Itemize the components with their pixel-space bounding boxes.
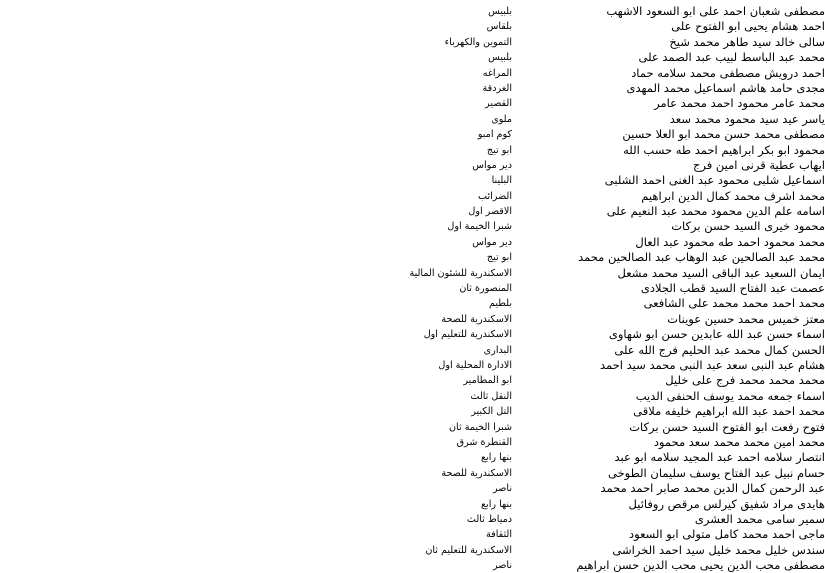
record-row — [100, 481, 825, 496]
workplace: الاسكندرية للصحة — [441, 313, 512, 325]
record-row — [100, 543, 825, 558]
workplace: التل الكبير — [471, 406, 512, 418]
employee-name: هايدى مراد شفيق كيرلس مرقص روفائيل — [628, 496, 825, 511]
employee-name: فتوح رفعت ابو الفتوح السيد حسن بركات — [629, 419, 825, 434]
record-row — [100, 327, 825, 342]
employee-name: محمد امين محمد محمد سعد محمود — [653, 434, 825, 449]
record-row — [100, 96, 825, 111]
workplace: كوم امبو — [477, 129, 512, 141]
record-row — [100, 219, 825, 234]
employee-name: محمد عبد الباسط لبيب عبد الصمد على — [638, 50, 825, 65]
workplace: التموين والكهرباء — [444, 36, 512, 48]
workplace: بنها رابع — [480, 498, 512, 510]
employee-name: اسامه علم الدين محمود محمد عبد النعيم على — [606, 204, 825, 219]
employee-name: محمد محمد محمد فرج على خليل — [665, 373, 825, 388]
record-row — [100, 296, 825, 311]
workplace: الاقصر اول — [468, 206, 512, 218]
workplace: ابو المطامير — [463, 375, 512, 387]
record-row — [100, 189, 825, 204]
workplace: الاسكندرية للتعليم اول — [423, 329, 512, 341]
workplace: بلقاس — [486, 21, 512, 33]
record-row — [100, 81, 825, 96]
record-row — [100, 358, 825, 373]
workplace: البدارى — [483, 344, 512, 356]
workplace: الثقافة — [486, 529, 512, 541]
employee-name: الحسن كمال محمد عبد الحليم فرج الله على — [614, 342, 825, 357]
employee-name: احمد درويش مصطفى محمد سلامه حماد — [631, 65, 825, 80]
employee-name: مجدى حامد هاشم اسماعيل محمد المهدى — [626, 80, 825, 95]
workplace: دير مواس — [472, 236, 512, 248]
employee-name: حسام نبيل عبد الفتاح يوسف سليمان الطوخى — [607, 465, 825, 480]
employee-name: محمد عامر محمود احمد محمد عامر — [654, 96, 825, 111]
record-row — [100, 143, 825, 158]
employee-name: معتز خميس محمد حسين عوينات — [667, 311, 825, 326]
employee-name: محمد احمد عبد الله ابراهيم خليفه ملاقى — [633, 404, 825, 419]
record-row — [100, 558, 825, 573]
record-row — [100, 50, 825, 65]
record-row — [100, 66, 825, 81]
record-row — [100, 19, 825, 34]
record-row — [100, 127, 825, 142]
employee-name: هشام عبد النبى سعد عبد النبى محمد سيد احمد — [600, 357, 825, 372]
employee-name: سالى خالد سيد طاهر محمد شيخ — [669, 34, 825, 49]
record-row — [100, 435, 825, 450]
record-row — [100, 343, 825, 358]
record-row — [100, 204, 825, 219]
record-row — [100, 420, 825, 435]
employee-name: ماجى احمد محمد كامل متولى ابو السعود — [629, 527, 825, 542]
record-row — [100, 35, 825, 50]
workplace: دير مواس — [472, 159, 512, 171]
document-page — [100, 0, 825, 573]
record-row — [100, 158, 825, 173]
workplace: الادارة المحلية اول — [438, 359, 512, 371]
workplace: البلينا — [491, 175, 512, 187]
record-row — [100, 466, 825, 481]
employee-name: محمود خيرى السيد حسن بركات — [671, 219, 825, 234]
record-row — [100, 235, 825, 250]
workplace: النقل ثالث — [470, 390, 512, 402]
workplace: ملوى — [491, 113, 512, 125]
workplace: بنها رابع — [480, 452, 512, 464]
workplace: القصير — [485, 98, 512, 110]
record-row — [100, 512, 825, 527]
record-row — [100, 281, 825, 296]
employee-name: محمد عبد الصالحين عبد الوهاب عبد الصالحين محمد — [578, 250, 825, 265]
employee-name: احمد هشام يحيى ابو الفتوح على — [671, 19, 825, 34]
record-row — [100, 527, 825, 542]
workplace: ناصر — [492, 560, 512, 572]
workplace: الضرائب — [478, 190, 512, 202]
workplace: بلبيس — [488, 6, 512, 17]
workplace: الاسكندرية للتعليم ثان — [425, 544, 512, 556]
employee-name: ياسر عيد سيد محمود محمد سعد — [669, 111, 825, 126]
workplace: ابو تيج — [486, 252, 512, 264]
workplace: بلبيس — [488, 52, 512, 64]
record-row — [100, 373, 825, 388]
employee-name: عصمت عبد الفتاح السيد قطب الجلادى — [640, 281, 825, 296]
employee-name: سمير سامى محمد العشرى — [694, 511, 825, 526]
workplace: الاسكندرية للصحة — [441, 467, 512, 479]
workplace: ناصر — [492, 483, 512, 495]
employee-name: مصطفى محمد حسن محمد ابو العلا حسين — [622, 127, 825, 142]
record-row — [100, 312, 825, 327]
employee-name: اسماء حسن عبد الله عابدين حسن ابو شهاوى — [608, 327, 825, 342]
employee-name: مصطفى شعبان احمد على ابو السعود الاشهب — [606, 4, 825, 18]
record-row — [100, 250, 825, 265]
employee-name: ايهاب عطية قرنى امين فرج — [692, 157, 825, 172]
workplace: شبرا الخيمة اول — [447, 221, 512, 233]
record-row — [100, 266, 825, 281]
workplace: بلطيم — [489, 298, 512, 310]
record-row — [100, 4, 825, 19]
employee-name: سندس خليل محمد خليل سيد احمد الخراشى — [612, 542, 825, 557]
record-row — [100, 404, 825, 419]
employee-name: محمد محمود احمد طه محمود عبد العال — [635, 234, 825, 249]
employee-name: اسماء جمعه محمد يوسف الحنفى الديب — [635, 388, 825, 403]
employee-name: انتصار سلامه احمد عبد المجيد سلامه ابو عبد — [614, 450, 825, 465]
record-row — [100, 450, 825, 465]
record-row — [100, 389, 825, 404]
record-row — [100, 173, 825, 188]
employee-name: محمد اشرف محمد كمال الدين ابراهيم — [641, 188, 825, 203]
employee-name: عبد الرحمن كمال الدين محمد صابر احمد محمد — [600, 481, 825, 496]
workplace: شبرا الخيمة ثان — [449, 421, 512, 433]
workplace: دمياط ثالث — [466, 513, 512, 525]
employee-name: محمد احمد محمد محمد على الشافعى — [643, 296, 825, 311]
workplace: القنطرة شرق — [456, 436, 512, 448]
employee-name: اسماعيل شلبى محمود عبد الغنى احمد الشلبى — [604, 173, 825, 188]
workplace: المراغه — [482, 67, 512, 79]
employee-name: ايمان السعيد عبد الباقى السيد محمد مشعل — [617, 265, 825, 280]
workplace: الغردقة — [482, 82, 512, 94]
page-margin — [0, 0, 100, 500]
workplace: المنصورة ثان — [459, 283, 512, 295]
record-row — [100, 497, 825, 512]
workplace: الاسكندرية للشئون المالية — [409, 267, 512, 279]
employee-name: مصطفى محب الدين يحيى محب الدين حسن ابراهيم — [576, 558, 825, 573]
records-list — [100, 4, 825, 573]
workplace: ابو تيج — [486, 144, 512, 156]
record-row — [100, 112, 825, 127]
employee-name: محمود ابو بكر ابراهيم احمد طه حسب الله — [623, 142, 825, 157]
